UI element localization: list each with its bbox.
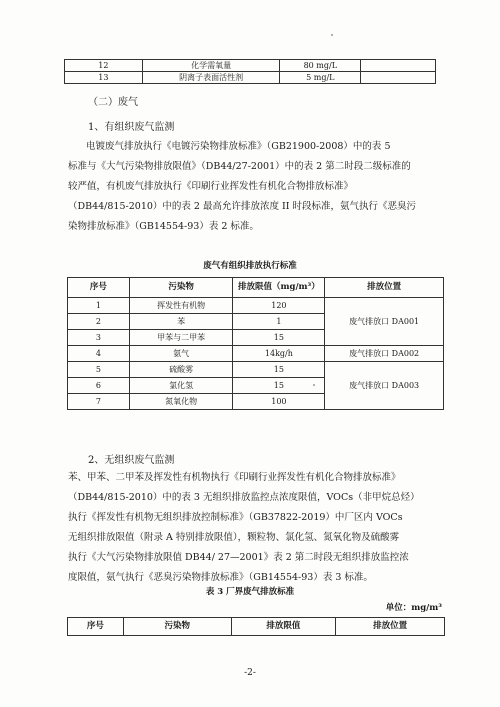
paragraph-line: 染物排放标准》（GB14554-93）表 2 标准。	[68, 221, 259, 232]
pollutant-cell: 氨气	[129, 346, 233, 362]
pollutant-cell: 阴离子表面活性剂	[142, 72, 280, 84]
subsection-title-unorganized: 2、无组织废气监测	[88, 455, 175, 466]
location-cell: 废气排放口 DA002	[325, 346, 444, 362]
scan-speck	[331, 34, 333, 36]
page-number: -2-	[244, 668, 256, 678]
section-title-waste-gas: （二）废气	[88, 97, 138, 108]
limit-cell: 14kg/h	[233, 346, 325, 362]
table-header-row	[68, 618, 445, 636]
pollutant-cell: 氮氧化物	[129, 394, 233, 410]
pollutant-cell: 挥发性有机物	[129, 298, 233, 314]
paragraph-line: 无组织排放限值（附录 A 特别排放限值），颗粒物、氯化氢、氮氧化物及硫酸雾	[68, 532, 400, 543]
table-row	[68, 346, 444, 362]
scan-speck	[313, 384, 315, 386]
location-cell: 废气排放口 DA003	[325, 362, 444, 410]
table-header-row	[68, 278, 444, 298]
row-number: 12	[65, 60, 143, 72]
header-index: 序号	[68, 618, 124, 636]
table-row	[68, 298, 444, 314]
paragraph-line: （DB44/815-2010）中的表 3 无组织排放监控点浓度限值，VOCs（非甲烷总烃）	[68, 492, 420, 503]
organized-gas-paragraph	[68, 137, 440, 237]
location-cell	[361, 60, 436, 72]
limit-cell: 120	[233, 298, 325, 314]
table-row	[65, 72, 436, 84]
paragraph-line: 较严值，有机废气排放执行《印刷行业挥发性有机化合物排放标准》	[68, 181, 354, 192]
row-number: 13	[65, 72, 143, 84]
paragraph-line: 执行《挥发性有机物无组织排放控制标准》（GB37822-2019）中厂区内 VOCs	[68, 512, 403, 523]
row-number: 1	[68, 298, 130, 314]
row-number: 3	[68, 330, 130, 346]
header-limit: 排放限值	[231, 618, 336, 636]
header-index: 序号	[68, 278, 130, 298]
row-number: 6	[68, 378, 130, 394]
row-number: 4	[68, 346, 130, 362]
boundary-table-caption: 表 3 厂界废气排放标准	[205, 587, 295, 597]
paragraph-line: 标准与《大气污染物排放限值》（DB44/27-2001）中的表 2 第二时段二级标准的	[68, 161, 411, 172]
header-location: 排放位置	[325, 278, 444, 298]
paragraph-line: 执行《大气污染物排放限值 DB44/ 27—2001》表 2 第二时段无组织排放监控浓	[68, 552, 409, 563]
limit-cell: 80 mg/L	[280, 60, 361, 72]
paragraph-line: 度限值，氨气执行《恶臭污染物排放标准》（GB14554-93）表 3 标准。	[68, 572, 373, 583]
water-standard-table	[64, 59, 436, 84]
paragraph-line: 苯、甲苯、二甲苯及挥发性有机物执行《印刷行业挥发性有机化合物排放标准》	[68, 472, 401, 483]
row-number: 2	[68, 314, 130, 330]
row-number: 7	[68, 394, 130, 410]
unit-label: 单位：mg/m³	[385, 603, 442, 613]
table-row	[68, 362, 444, 378]
row-number: 5	[68, 362, 130, 378]
pollutant-cell: 苯	[129, 314, 233, 330]
location-cell: 废气排放口 DA001	[325, 298, 444, 346]
pollutant-cell: 硫酸雾	[129, 362, 233, 378]
pollutant-cell: 氯化氢	[129, 378, 233, 394]
unorganized-gas-paragraph	[68, 468, 440, 588]
gas-table-caption: 废气有组织排放执行标准	[203, 261, 297, 271]
limit-cell: 100	[233, 394, 325, 410]
header-limit: 排放限值（mg/m³）	[233, 278, 325, 298]
header-location: 排放位置	[336, 618, 445, 636]
location-cell	[361, 72, 436, 84]
limit-cell: 1	[233, 314, 325, 330]
limit-cell: 15	[233, 330, 325, 346]
limit-cell: 15	[233, 362, 325, 378]
header-pollutant: 污染物	[123, 618, 231, 636]
subsection-title-organized: 1、有组织废气监测	[88, 122, 175, 133]
header-pollutant: 污染物	[129, 278, 233, 298]
limit-cell: 5 mg/L	[280, 72, 361, 84]
boundary-gas-table	[67, 617, 445, 636]
paragraph-line: 电镀废气排放执行《电镀污染物排放标准》（GB21900-2008）中的表 5	[86, 141, 391, 152]
pollutant-cell: 化学需氧量	[142, 60, 280, 72]
paragraph-line: （DB44/815-2010）中的表 2 最高允许排放浓度 II 时段标准，氨气执行《恶臭污	[68, 201, 417, 212]
table-row	[65, 60, 436, 72]
limit-cell: 15	[233, 378, 325, 394]
pollutant-cell: 甲苯与二甲苯	[129, 330, 233, 346]
organized-gas-table	[67, 277, 444, 410]
